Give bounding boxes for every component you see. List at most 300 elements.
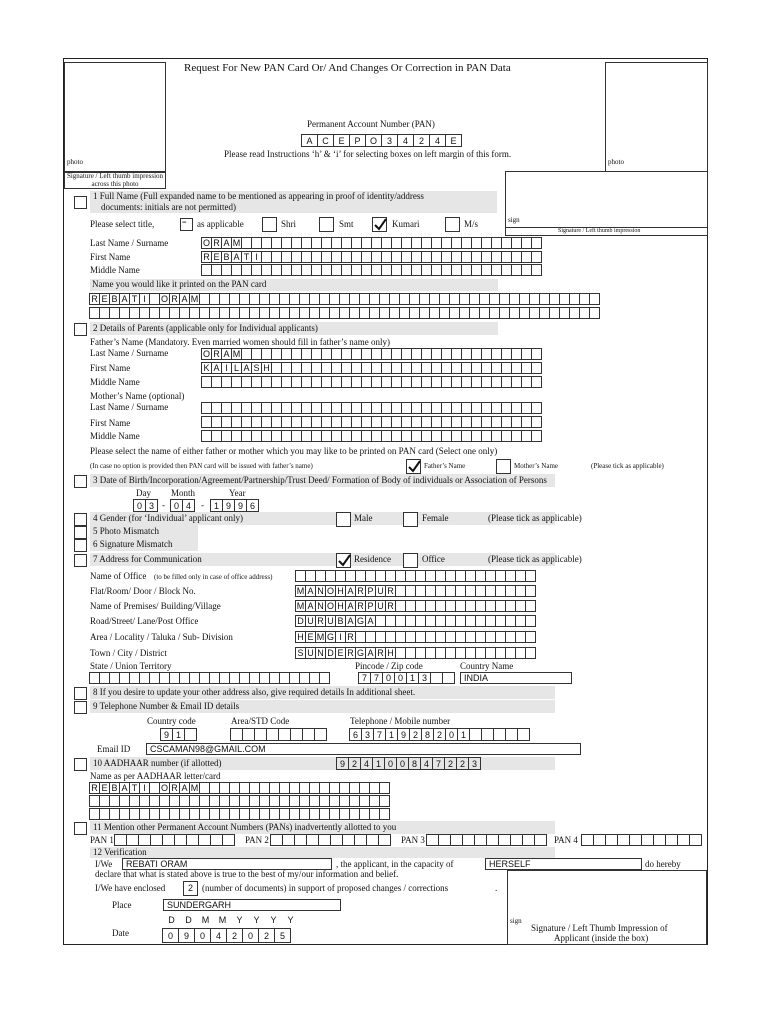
char-cell[interactable]: [314, 728, 327, 741]
mother-first-grid[interactable]: [202, 416, 542, 428]
aadhaar-name-grid-3[interactable]: [90, 808, 390, 820]
char-cell[interactable]: R: [211, 237, 222, 249]
char-cell[interactable]: R: [375, 647, 386, 659]
char-cell[interactable]: G: [356, 616, 364, 626]
char-cell[interactable]: 2: [409, 728, 422, 741]
docs-dot: .: [495, 883, 498, 893]
char-cell[interactable]: 0: [396, 757, 409, 770]
char-cell[interactable]: K: [201, 362, 212, 374]
char-cell[interactable]: 3: [468, 757, 481, 770]
char-cell[interactable]: 8: [408, 757, 421, 770]
char-cell[interactable]: 7: [373, 728, 386, 741]
char-cell[interactable]: U: [375, 600, 386, 612]
photo-label-right: photo: [608, 158, 624, 166]
char-cell[interactable]: A: [119, 782, 130, 794]
premises-grid[interactable]: [296, 600, 536, 612]
char-cell[interactable]: 4: [420, 757, 433, 770]
char-cell[interactable]: 2: [226, 928, 243, 943]
char-cell[interactable]: 0: [242, 928, 259, 943]
premises-label: Name of Premises/ Building/Village: [90, 601, 221, 611]
country-code-label: Country code: [147, 716, 196, 726]
s5-heading: 5 Photo Mismatch: [93, 526, 160, 536]
char-cell[interactable]: 0: [133, 499, 146, 512]
char-cell[interactable]: [525, 631, 536, 643]
char-cell[interactable]: 3: [361, 728, 374, 741]
f-first-label: First Name: [90, 363, 131, 373]
char-cell[interactable]: 3: [145, 499, 158, 512]
dob-sep-2: -: [201, 500, 204, 510]
s10-margin-checkbox[interactable]: [74, 758, 87, 771]
char-cell[interactable]: [378, 834, 391, 846]
char-cell[interactable]: M: [190, 294, 199, 304]
photo-box-right[interactable]: [605, 62, 708, 172]
char-cell[interactable]: M: [296, 601, 305, 611]
residence-checkbox[interactable]: [336, 553, 351, 568]
gender-please-tick: (Please tick as applicable): [488, 513, 582, 523]
char-cell: Y: [270, 915, 277, 925]
father-first-grid[interactable]: [202, 362, 542, 374]
office-name-grid[interactable]: [296, 570, 536, 582]
first-name-label: First Name: [90, 252, 131, 262]
place-field[interactable]: SUNDERGARH: [163, 899, 341, 911]
char-cell[interactable]: 1: [210, 499, 223, 512]
char-cell[interactable]: [531, 237, 542, 249]
char-cell[interactable]: E: [99, 782, 110, 794]
dob-month-grid[interactable]: [171, 499, 195, 512]
female-checkbox[interactable]: [403, 512, 418, 527]
char-cell[interactable]: [222, 834, 235, 846]
char-cell[interactable]: 0: [382, 672, 395, 684]
state-label: State / Union Territory: [90, 661, 172, 671]
char-cell[interactable]: M: [296, 586, 305, 596]
char-cell[interactable]: 8: [421, 728, 434, 741]
char-cell[interactable]: [525, 647, 536, 659]
middle-name-grid[interactable]: [202, 264, 542, 276]
char-cell[interactable]: [379, 808, 390, 820]
char-cell[interactable]: 0: [194, 928, 211, 943]
as-applicable-label: as applicable: [197, 219, 244, 229]
s12-band: [90, 847, 555, 858]
town-grid[interactable]: [296, 647, 536, 659]
smt-label: Smt: [339, 219, 354, 229]
char-cell[interactable]: O: [365, 134, 382, 147]
char-cell[interactable]: B: [221, 251, 232, 263]
char-cell: D: [168, 915, 175, 925]
char-cell[interactable]: R: [385, 600, 396, 612]
char-cell[interactable]: 0: [170, 499, 183, 512]
photo-box-left[interactable]: [64, 62, 166, 172]
female-label: Female: [422, 513, 449, 523]
char-cell[interactable]: [525, 570, 536, 582]
char-cell[interactable]: O: [160, 783, 168, 793]
kumari-label: Kumari: [392, 219, 420, 229]
instruction-text: Please read Instructions ‘h’ & ‘i’ for selecting boxes on left margin of this form.: [224, 149, 512, 159]
last-name-label: Last Name / Surname: [90, 238, 169, 248]
char-cell[interactable]: 2: [258, 928, 275, 943]
country-field[interactable]: INDIA: [460, 672, 572, 684]
country-code-grid[interactable]: [161, 728, 197, 741]
char-cell[interactable]: T: [129, 782, 140, 794]
capacity-field[interactable]: HERSELF: [485, 858, 642, 870]
print-name-label: Name you would like it printed on the PAN card: [92, 279, 267, 289]
char-cell[interactable]: [442, 672, 455, 684]
char-cell[interactable]: I: [139, 293, 150, 305]
month-label: Month: [171, 488, 196, 498]
char-cell[interactable]: [184, 728, 197, 741]
char-cell[interactable]: 1: [372, 757, 385, 770]
char-cell[interactable]: O: [202, 238, 210, 248]
char-cell[interactable]: T: [129, 293, 140, 305]
char-cell[interactable]: 2: [433, 728, 446, 741]
char-cell[interactable]: 2: [413, 134, 430, 147]
f-last-label: Last Name / Surname: [90, 348, 169, 358]
applicant-sign-caption-2: Applicant (inside the box): [554, 933, 649, 943]
char-cell[interactable]: 3: [418, 672, 431, 684]
char-cell[interactable]: 0: [384, 757, 397, 770]
char-cell: D: [185, 915, 192, 925]
pan2-label: PAN 2: [245, 835, 269, 845]
flat-grid[interactable]: [296, 585, 536, 597]
verification-name-field[interactable]: REBATI ORAM: [122, 858, 332, 870]
char-cell[interactable]: E: [211, 251, 222, 263]
telephone-label: Telephone / Mobile number: [350, 716, 451, 726]
pan-grid[interactable]: [302, 134, 462, 147]
char-cell[interactable]: 1: [172, 728, 185, 741]
char-cell[interactable]: [531, 362, 542, 374]
char-cell[interactable]: A: [119, 293, 130, 305]
mother-name-label: Mother’s Name (optional): [90, 391, 185, 401]
road-label: Road/Street/ Lane/Post Office: [90, 616, 199, 626]
char-cell[interactable]: R: [355, 585, 366, 597]
aadhaar-name-grid-2[interactable]: [90, 795, 390, 807]
pan1-grid[interactable]: [115, 834, 235, 846]
char-cell[interactable]: 4: [360, 757, 373, 770]
s9-margin-checkbox[interactable]: [74, 701, 87, 714]
char-cell[interactable]: R: [169, 293, 180, 305]
char-cell[interactable]: [589, 293, 600, 305]
s1-heading-2: documents: initials are not permitted): [101, 202, 236, 212]
char-cell[interactable]: [525, 585, 536, 597]
state-grid[interactable]: [90, 672, 330, 684]
char-cell[interactable]: 4: [182, 499, 195, 512]
char-cell[interactable]: H: [295, 631, 306, 643]
char-cell[interactable]: H: [385, 647, 396, 659]
char-cell[interactable]: 2: [444, 757, 457, 770]
char-cell[interactable]: R: [345, 631, 356, 643]
char-cell[interactable]: E: [305, 631, 316, 643]
char-cell[interactable]: U: [305, 647, 316, 659]
last-name-grid[interactable]: [202, 237, 542, 249]
char-cell[interactable]: B: [109, 782, 120, 794]
char-cell[interactable]: R: [315, 615, 326, 627]
year-label: Year: [229, 488, 246, 498]
char-cell[interactable]: A: [221, 348, 232, 360]
char-cell[interactable]: 9: [160, 728, 173, 741]
char-cell[interactable]: R: [201, 251, 212, 263]
char-cell[interactable]: 6: [246, 499, 259, 512]
char-cell[interactable]: U: [325, 615, 336, 627]
road-grid[interactable]: [296, 615, 536, 627]
char-cell[interactable]: [319, 672, 330, 684]
s3-margin-checkbox[interactable]: [74, 475, 87, 488]
char-cell[interactable]: [531, 348, 542, 360]
ms-label: M/s: [464, 219, 479, 229]
char-cell[interactable]: O: [202, 349, 210, 359]
char-cell[interactable]: A: [241, 362, 252, 374]
left-sig-caption: Signature / Left thumb impression across this photo: [66, 172, 164, 188]
char-cell[interactable]: A: [221, 237, 232, 249]
char-cell[interactable]: 7: [432, 757, 445, 770]
char-cell[interactable]: R: [89, 293, 100, 305]
char-cell[interactable]: G: [326, 632, 334, 642]
char-cell[interactable]: O: [326, 586, 334, 596]
s11-margin-checkbox[interactable]: [74, 822, 87, 835]
char-cell[interactable]: G: [356, 648, 364, 658]
declare-text: declare that what is stated above is true to the best of my/our information and belief.: [95, 869, 399, 879]
char-cell[interactable]: 0: [394, 672, 407, 684]
print-name-grid-1[interactable]: [90, 293, 600, 305]
char-cell[interactable]: M: [232, 349, 241, 359]
pincode-label: Pincode / Zip code: [355, 661, 423, 671]
right-sig-caption: Signature / Left thumb impression: [558, 228, 641, 234]
char-cell[interactable]: R: [355, 600, 366, 612]
char-cell[interactable]: 7: [370, 672, 383, 684]
char-cell[interactable]: 4: [429, 134, 446, 147]
char-cell[interactable]: 9: [222, 499, 235, 512]
char-cell[interactable]: A: [305, 585, 316, 597]
char-cell[interactable]: M: [316, 632, 325, 642]
char-cell[interactable]: [525, 615, 536, 627]
char-cell[interactable]: M: [190, 783, 199, 793]
check-icon: [338, 554, 351, 567]
char-cell[interactable]: [379, 782, 390, 794]
s5-margin-checkbox[interactable]: [74, 526, 87, 539]
s1-margin-checkbox[interactable]: [74, 196, 87, 209]
char-cell[interactable]: I: [335, 631, 346, 643]
char-cell[interactable]: 2: [456, 757, 469, 770]
dob-year-grid[interactable]: [211, 499, 259, 512]
dob-sep-1: -: [162, 500, 165, 510]
char-cell[interactable]: 0: [162, 928, 179, 943]
char-cell[interactable]: A: [301, 134, 318, 147]
char-cell: M: [218, 915, 227, 925]
char-cell[interactable]: 9: [397, 728, 410, 741]
address-please-tick: (Please tick as applicable): [488, 554, 582, 564]
char-cell[interactable]: A: [365, 647, 376, 659]
char-cell[interactable]: A: [345, 615, 356, 627]
char-cell[interactable]: A: [345, 585, 356, 597]
page-title: Request For New PAN Card Or/ And Changes Or Correction in PAN Data: [184, 62, 511, 74]
char-cell[interactable]: 9: [234, 499, 247, 512]
male-label: Male: [354, 513, 373, 523]
char-cell[interactable]: P: [365, 585, 376, 597]
print-name-grid-2[interactable]: [90, 307, 600, 319]
mothers-name-checkbox[interactable]: [496, 459, 511, 474]
pan-label: Permanent Account Number (PAN): [307, 119, 435, 129]
char-cell[interactable]: T: [241, 251, 252, 263]
char-cell[interactable]: B: [109, 293, 120, 305]
char-cell[interactable]: P: [365, 600, 376, 612]
char-cell[interactable]: D: [295, 615, 306, 627]
char-cell[interactable]: P: [349, 134, 366, 147]
char-cell[interactable]: U: [305, 615, 316, 627]
char-cell[interactable]: I: [221, 362, 232, 374]
char-cell[interactable]: E: [99, 293, 110, 305]
applicant-sign-caption: Signature / Left Thumb Impression of: [531, 923, 668, 933]
telephone-grid[interactable]: [350, 728, 530, 741]
select-title-label: Please select title,: [90, 219, 155, 229]
char-cell[interactable]: E: [335, 647, 346, 659]
smt-checkbox[interactable]: [319, 217, 334, 232]
char-cell[interactable]: L: [231, 362, 242, 374]
char-cell[interactable]: M: [232, 238, 241, 248]
char-cell[interactable]: H: [335, 585, 346, 597]
char-cell[interactable]: A: [231, 251, 242, 263]
check-icon: [374, 218, 387, 231]
residence-label: Residence: [354, 554, 391, 564]
pan3-grid[interactable]: [427, 834, 547, 846]
aadhaar-name-grid-1[interactable]: [90, 782, 390, 794]
mother-middle-grid[interactable]: [202, 430, 542, 442]
char-cell[interactable]: [531, 251, 542, 263]
f-middle-label: Middle Name: [90, 377, 140, 387]
char-cell[interactable]: A: [345, 600, 356, 612]
char-cell[interactable]: [531, 402, 542, 414]
char-cell[interactable]: A: [211, 362, 222, 374]
char-cell[interactable]: O: [160, 294, 168, 304]
fathers-name-checkbox[interactable]: [406, 459, 421, 474]
s7-heading: 7 Address for Communication: [93, 554, 202, 564]
char-cell[interactable]: [531, 416, 542, 428]
char-cell[interactable]: I: [251, 251, 262, 263]
char-cell[interactable]: [531, 430, 542, 442]
date-grid[interactable]: [163, 928, 291, 943]
char-cell[interactable]: 1: [457, 728, 470, 741]
char-cell[interactable]: 0: [445, 728, 458, 741]
sign-box-right[interactable]: [505, 171, 708, 228]
char-cell[interactable]: [531, 376, 542, 388]
dob-day-grid[interactable]: [134, 499, 158, 512]
s2-margin-checkbox[interactable]: [74, 323, 87, 336]
char-cell[interactable]: H: [335, 600, 346, 612]
capacity-label: , the applicant, in the capacity of: [336, 859, 454, 869]
char-cell[interactable]: B: [335, 615, 346, 627]
pincode-grid[interactable]: [359, 672, 455, 684]
char-cell[interactable]: 1: [406, 672, 419, 684]
s10-heading: 10 AADHAAR number (if allotted): [93, 758, 222, 768]
char-cell[interactable]: S: [251, 362, 262, 374]
day-label: Day: [136, 488, 151, 498]
s8-margin-checkbox[interactable]: [74, 687, 87, 700]
docs-count-field[interactable]: 2: [183, 881, 198, 896]
char-cell[interactable]: A: [179, 293, 190, 305]
s1-heading: 1 Full Name (Full expanded name to be mentioned as appearing in proof of identity/address: [93, 191, 424, 201]
country-label: Country Name: [460, 661, 514, 671]
father-last-grid[interactable]: [202, 348, 542, 360]
char-cell[interactable]: 5: [274, 928, 291, 943]
mother-last-grid[interactable]: [202, 402, 542, 414]
office-label: Office: [422, 554, 445, 564]
email-label: Email ID: [97, 744, 131, 754]
s7-margin-checkbox[interactable]: [74, 554, 87, 567]
char-cell[interactable]: 9: [336, 757, 349, 770]
photo-label-left: photo: [67, 158, 83, 166]
char-cell[interactable]: A: [305, 600, 316, 612]
s4-margin-checkbox[interactable]: [74, 513, 87, 526]
char-cell[interactable]: 1: [385, 728, 398, 741]
pan3-label: PAN 3: [401, 835, 425, 845]
char-cell[interactable]: [534, 834, 547, 846]
char-cell[interactable]: 3: [381, 134, 398, 147]
char-cell[interactable]: R: [211, 348, 222, 360]
char-cell[interactable]: 6: [349, 728, 362, 741]
docs-text: (number of documents) in support of proposed changes / corrections: [202, 883, 449, 893]
char-cell[interactable]: [531, 264, 542, 276]
char-cell[interactable]: [589, 307, 600, 319]
ms-checkbox[interactable]: [445, 217, 460, 232]
char-cell[interactable]: N: [315, 585, 326, 597]
char-cell[interactable]: S: [295, 647, 306, 659]
char-cell[interactable]: R: [345, 647, 356, 659]
std-code-grid[interactable]: [231, 728, 327, 741]
pan4-grid[interactable]: [582, 834, 702, 846]
area-grid[interactable]: [296, 631, 536, 643]
char-cell[interactable]: 4: [397, 134, 414, 147]
char-cell[interactable]: O: [326, 601, 334, 611]
char-cell[interactable]: D: [325, 647, 336, 659]
flat-label: Flat/Room/ Door / Block No.: [90, 586, 196, 596]
m-middle-label: Middle Name: [90, 431, 140, 441]
char-cell[interactable]: U: [375, 585, 386, 597]
char-cell[interactable]: I: [139, 782, 150, 794]
email-field[interactable]: CSCAMAN98@GMAIL.COM: [146, 743, 581, 755]
char-cell[interactable]: [525, 600, 536, 612]
first-name-grid[interactable]: [202, 251, 542, 263]
s6-margin-checkbox[interactable]: [74, 539, 87, 552]
char-cell[interactable]: N: [315, 600, 326, 612]
char-cell[interactable]: [379, 795, 390, 807]
char-cell[interactable]: E: [333, 134, 350, 147]
char-cell[interactable]: E: [445, 134, 462, 147]
char-cell[interactable]: 2: [348, 757, 361, 770]
char-cell[interactable]: 9: [178, 928, 195, 943]
pan2-grid[interactable]: [271, 834, 391, 846]
char-cell[interactable]: [517, 728, 530, 741]
char-cell[interactable]: R: [385, 585, 396, 597]
char-cell[interactable]: H: [261, 362, 272, 374]
char-cell[interactable]: R: [169, 782, 180, 794]
aadhaar-grid[interactable]: [337, 757, 481, 770]
char-cell[interactable]: A: [365, 615, 376, 627]
char-cell[interactable]: 7: [358, 672, 371, 684]
office-checkbox[interactable]: [403, 553, 418, 568]
char-cell[interactable]: [689, 834, 702, 846]
char-cell[interactable]: A: [179, 782, 190, 794]
s8-heading: 8 If you desire to update your other address also, give required details In additional sheet.: [93, 687, 416, 697]
no-option-note: (In case no option is provided then PAN card will be issued with father’s name): [90, 462, 313, 470]
father-middle-grid[interactable]: [202, 376, 542, 388]
s4-heading: 4 Gender (for ‘Individual’ applicant only): [93, 513, 244, 523]
std-code-label: Area/STD Code: [231, 716, 290, 726]
male-checkbox[interactable]: [336, 512, 351, 527]
char-cell[interactable]: C: [317, 134, 334, 147]
char-cell[interactable]: N: [315, 647, 326, 659]
char-cell[interactable]: R: [89, 782, 100, 794]
pan1-label: PAN 1: [90, 835, 114, 845]
char-cell[interactable]: 4: [210, 928, 227, 943]
kumari-checkbox[interactable]: [372, 217, 387, 232]
shri-checkbox[interactable]: [262, 217, 277, 232]
